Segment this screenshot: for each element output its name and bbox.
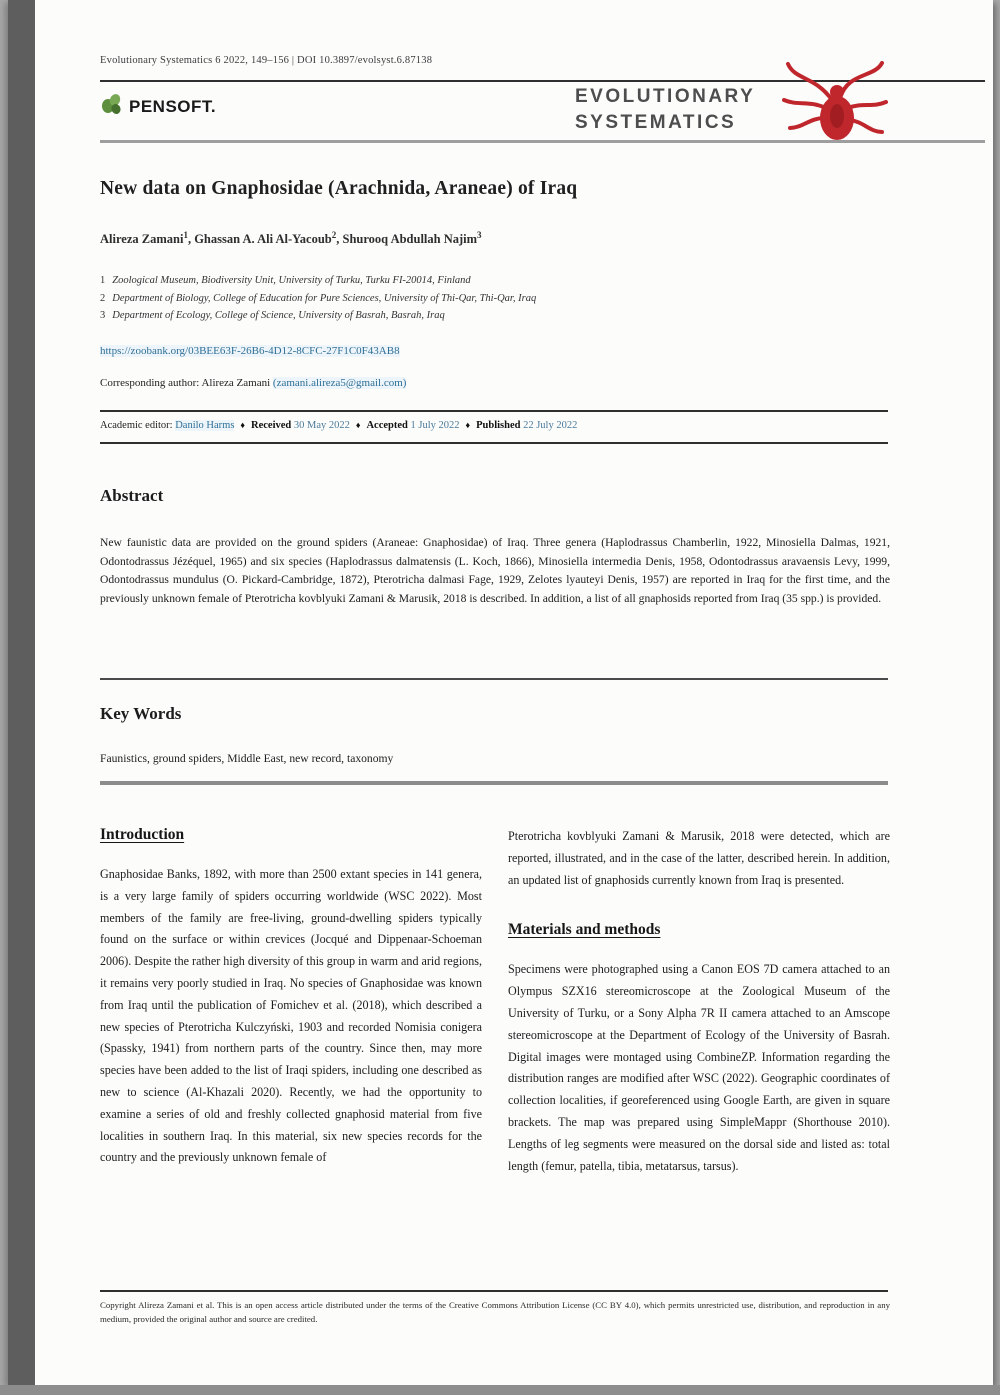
accepted-label: Accepted <box>366 420 411 431</box>
journal-logo-line1: EVOLUTIONARY <box>575 86 756 107</box>
right-column <box>508 826 890 1177</box>
copyright-notice: Copyright Alireza Zamani et al. This is an open access article distributed under the terms of the Creative Commons Attribution License (CC BY 4.0), which permits unrestricted use, distribution, and reproduction in any medium, provided the original author and source are credited. <box>100 1300 890 1324</box>
author: Alireza Zamani$^1$, <box>100 230 195 247</box>
zoobank-line <box>100 345 400 357</box>
pensoft-leaf-icon <box>100 92 124 121</box>
journal-citation: Evolutionary Systematics 6 2022, 149–156 | DOI 10.3897/evolsyst.6.87138 <box>100 55 433 66</box>
footer-rule <box>100 1290 888 1292</box>
left-column <box>100 826 482 1177</box>
affiliation-item: 2 Department of Biology, College of Education for Pure Sciences, University of Thi-Qar, Thi-Qar, Iraq <box>100 292 537 304</box>
editorial-meta-line <box>100 420 888 431</box>
introduction-heading: Introduction <box>100 826 185 843</box>
meta-rule-bottom <box>100 442 888 444</box>
author: Shurooq Abdullah Najim$^3$ <box>342 230 482 247</box>
abstract-text: New faunistic data are provided on the ground spiders (Araneae: Gnaphosidae) of Iraq. Three genera (Haplodrassus Chamberlin, 1922, Minosiella Dalmas, 1921, Odontodrassus Jézéquel, 1965) and six species (Haplodrassus dalmatensis (L. Koch, 1866), Minosiella intermedia Denis, 1958, Odontodrassus aravaensis Levy, 1999, Odontodrassus mundulus (O. Pickard-Cambridge, 1872), Pterotricha dalmasi Fage, 1929, Zelotes lyauteyi Denis, 1957) are reported in Iraq for the first time, and the previously unknown female of Pterotricha kovblyuki Zamani & Marusik, 2018 is described. In addition, a list of all gnaphosids reported from Iraq (35 spp.) is provided. <box>100 536 890 605</box>
keywords-heading: Key Words <box>100 704 182 723</box>
keywords-text: Faunistics, ground spiders, Middle East, new record, taxonomy <box>100 752 394 765</box>
diamond-separator: ♦ <box>465 420 471 430</box>
paper-page <box>35 0 993 1385</box>
corresponding-label: Corresponding author: <box>100 377 202 389</box>
methods-text: Specimens were photographed using a Canon EOS 7D camera attached to an Olympus SZX16 stereomicroscope at the Zoological Museum of the University of Turku, or a Sony Alpha 7R II camera attached to an Amscope stereomicroscope at the Department of Ecology of the University of Basrah. Digital images were montaged using CombineZP. Information regarding the distribution ranges are modified after WSC (2022). Geographic coordinates of collection localities, if georeferenced using Google Earth, are given in square brackets. The map was prepared using SimpleMappr (Shorthouse 2010). Lengths of leg segments were measured on the dorsal side and listed as: total length (femur, patella, tibia, metatarsus, tarsus). <box>508 962 890 1173</box>
zoobank-link[interactable]: https://zoobank.org/03BEE63F-26B6-4D12-8CFC-27F1C0F43AB8 <box>100 345 400 357</box>
introduction-text-part2: Pterotricha kovblyuki Zamani & Marusik, 2018 were detected, which are reported, illustrated, and in the case of the latter, described herein. In addition, an updated list of gnaphosids currently known from Iraq is presented. <box>508 829 890 887</box>
page-bottom-shadow <box>0 1385 1000 1395</box>
keywords-rule-bottom <box>100 781 888 785</box>
affiliation-item: 3 Department of Ecology, College of Science, University of Basrah, Basrah, Iraq <box>100 310 445 321</box>
meta-rule-top <box>100 410 888 412</box>
affiliation-item: 1 Zoological Museum, Biodiversity Unit, University of Turku, Turku FI-20014, Finland <box>100 275 471 286</box>
pensoft-logo-text: PENSOFT. <box>129 96 217 116</box>
pensoft-logo <box>100 92 216 121</box>
received-label: Received <box>251 420 294 431</box>
corresponding-author-line <box>100 377 406 389</box>
diamond-separator: ♦ <box>355 420 361 430</box>
header-rule-bottom <box>100 140 985 143</box>
corresponding-name: Alireza Zamani <box>201 377 273 389</box>
accepted-date: 1 July 2022 <box>410 420 460 431</box>
affiliations <box>100 272 888 325</box>
methods-heading: Materials and methods <box>508 921 661 939</box>
received-date: 30 May 2022 <box>293 420 350 431</box>
diamond-separator: ♦ <box>240 420 246 430</box>
corresponding-email-link[interactable]: (zamani.alireza5@gmail.com) <box>272 377 407 389</box>
author: Ghassan A. Ali Al-Yacoub$^2$, <box>194 230 343 247</box>
academic-editor-label: Academic editor: <box>100 420 176 431</box>
published-label: Published <box>476 420 524 431</box>
introduction-text-part1: Gnaphosidae Banks, 1892, with more than 2500 extant species in 141 genera, is a very large family of spiders occurring worldwide (WSC 2022). Most members of the family are free-living, ground-dwelling spiders typically found on the surface or within crevices (Jocqué and Dippenaar-Schoeman 2006). Despite the rather high diversity of this group in warm and arid regions, it remains very poorly studied in Iraq. No species of Gnaphosidae was known from Iraq until the publication of Fomichev et al. (2018), which described a new species of Pterotricha Kulczyński, 1903 and recorded Nomisia conigera (Spassky, 1941) from northern parts of the country. Since then, may more species have been added to the list of Iraqi spiders, including one described as new to science (Al-Khazali 2020). Recently, we had the opportunity to examine a series of old and freshly collected gnaphosid material from five localities in southern Iraq. In this material, six new species records for the country and the previously unknown female of <box>100 867 482 1165</box>
article-body <box>100 826 890 1177</box>
keywords-rule-top <box>100 678 888 680</box>
authors-line <box>100 230 888 247</box>
journal-logo-line2: SYSTEMATICS <box>575 112 737 133</box>
abstract-heading: Abstract <box>100 486 164 505</box>
page-title: New data on Gnaphosidae (Arachnida, Araneae) of Iraq <box>100 178 578 199</box>
academic-editor-link[interactable]: Danilo Harms <box>175 420 235 431</box>
published-date: 22 July 2022 <box>523 420 578 431</box>
